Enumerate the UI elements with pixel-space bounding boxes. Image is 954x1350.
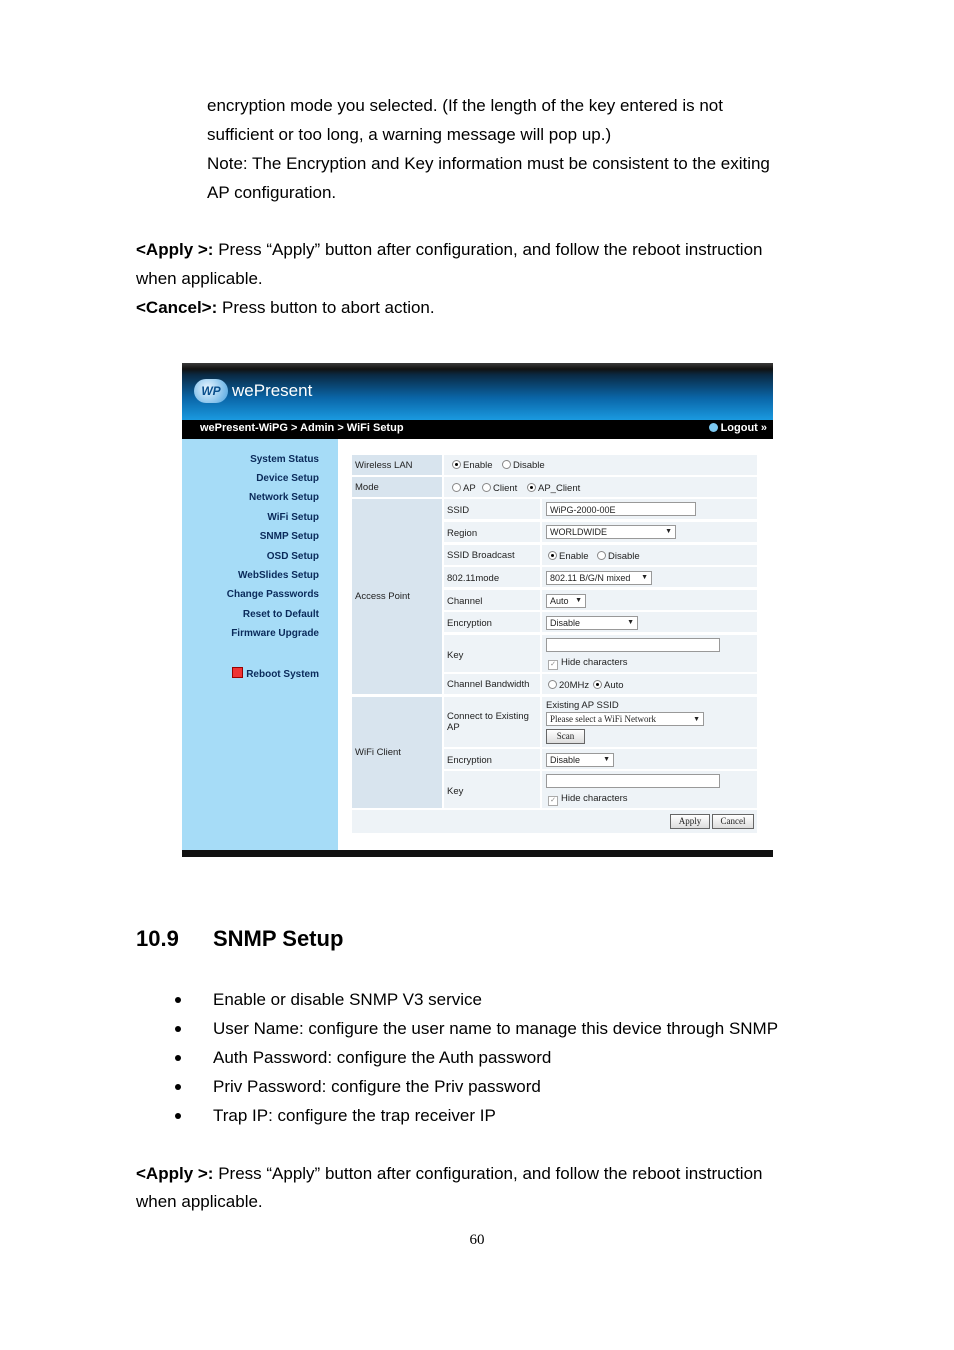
list-item	[136, 1072, 778, 1101]
connect-existing-label-cell	[444, 697, 540, 747]
section-heading	[136, 926, 343, 952]
region-label-cell	[444, 522, 540, 542]
key-input[interactable]	[546, 638, 720, 652]
mode80211-value-cell	[542, 567, 757, 587]
apply-text-2: Press “Apply” button after configuration, and follow the reboot instruction	[213, 1164, 763, 1183]
mode-ap-client-radio[interactable]	[527, 483, 580, 494]
channel-label: Channel	[447, 596, 483, 607]
bullet-icon	[175, 997, 181, 1003]
mode-ap-radio[interactable]	[452, 483, 476, 494]
bandwidth-label-cell	[444, 674, 540, 694]
logout-link[interactable]	[709, 422, 767, 434]
broadcast-enable-radio[interactable]	[548, 551, 589, 562]
sidebar-item-device-setup[interactable]: Device Setup	[256, 473, 319, 484]
wifi-setup-screenshot	[182, 363, 773, 857]
ssid-label-cell	[444, 499, 540, 519]
ssid-broadcast-label: SSID Broadcast	[447, 550, 515, 561]
client-key-label: Key	[447, 786, 464, 797]
bullet-icon	[175, 1113, 181, 1119]
sidebar-item-change-passwords[interactable]: Change Passwords	[226, 589, 319, 600]
checkbox-checked-icon: ✓	[548, 660, 558, 670]
mode80211-select[interactable]	[546, 571, 652, 585]
client-key-label-cell	[444, 771, 540, 808]
cancel-button[interactable]: Cancel	[712, 814, 754, 829]
intro-line-1: encryption mode you selected. (If the length of the key entered is not	[207, 96, 723, 115]
chevron-down-icon: ▼	[627, 619, 634, 626]
checkbox-checked-icon: ✓	[548, 796, 558, 806]
key-value-cell	[542, 635, 757, 672]
sidebar-item-reboot-system[interactable]	[232, 667, 319, 680]
ssid-broadcast-value-cell	[542, 545, 757, 565]
brand-name: wePresent	[232, 381, 313, 400]
cancel-description	[136, 293, 435, 322]
wifi-client-label: WiFi Client	[355, 747, 401, 758]
list-item-text: Enable or disable SNMP V3 service	[213, 990, 482, 1009]
ssid-input[interactable]: WiPG-2000-00E	[546, 502, 696, 516]
apply-description	[136, 235, 763, 264]
list-item-text: User Name: configure the user name to manage this device through SNMP	[213, 1019, 779, 1038]
encryption-select[interactable]	[546, 616, 638, 630]
bullet-icon	[175, 1026, 181, 1032]
radio-unchecked-icon	[597, 551, 606, 560]
client-encryption-label: Encryption	[447, 755, 492, 766]
client-key-input[interactable]	[546, 774, 720, 788]
wireless-lan-label: Wireless LAN	[355, 460, 413, 471]
ssid-broadcast-label-cell	[444, 545, 540, 565]
connect-existing-value-cell	[542, 697, 757, 747]
intro-line-3: Note: The Encryption and Key information must be consistent to the exiting	[207, 154, 770, 173]
existing-ap-ssid-label: Existing AP SSID	[546, 700, 619, 711]
sidebar-item-firmware-upgrade[interactable]: Firmware Upgrade	[231, 628, 319, 639]
reboot-icon	[232, 667, 243, 678]
page-number: 60	[469, 1232, 485, 1248]
sidebar-item-wifi-setup[interactable]: WiFi Setup	[267, 512, 319, 523]
bullet-icon	[175, 1055, 181, 1061]
apply-label-2: <Apply >:	[136, 1164, 214, 1183]
logout-label: Logout »	[720, 422, 767, 434]
mode-label: Mode	[355, 482, 379, 493]
section-number: 10.9	[136, 926, 179, 951]
client-hide-characters-label: Hide characters	[561, 793, 628, 804]
form-actions-row	[352, 810, 757, 833]
list-item-text: Auth Password: configure the Auth password	[213, 1048, 552, 1067]
cancel-label: <Cancel>:	[136, 298, 218, 317]
sidebar-item-snmp-setup[interactable]: SNMP Setup	[259, 531, 319, 542]
radio-unchecked-icon	[548, 680, 557, 689]
client-encryption-value-cell	[542, 749, 757, 769]
apply-label: <Apply >:	[136, 240, 214, 259]
wireless-lan-disable[interactable]	[502, 460, 545, 471]
list-item	[136, 1043, 778, 1072]
snmp-feature-list	[136, 985, 778, 1130]
radio-checked-icon	[452, 460, 461, 469]
radio-unchecked-icon	[452, 483, 461, 492]
mode-client-label: Client	[493, 483, 518, 494]
region-selected-value: WORLDWIDE	[550, 527, 607, 537]
wireless-lan-disable-label: Disable	[513, 460, 545, 471]
mode-ap-label: AP	[463, 483, 476, 494]
apply-text: Press “Apply” button after configuration, and follow the reboot instruction	[213, 240, 763, 259]
chevron-down-icon: ▼	[693, 715, 700, 723]
chevron-down-icon: ▼	[665, 528, 672, 535]
sidebar-item-network-setup[interactable]: Network Setup	[248, 492, 319, 503]
connect-existing-label: Connect to Existing AP	[447, 711, 529, 733]
broadcast-enable-label: Enable	[559, 551, 589, 562]
wireless-lan-value-cell	[444, 455, 757, 475]
wireless-lan-enable-label: Enable	[463, 460, 493, 471]
region-select[interactable]	[546, 525, 676, 539]
client-key-value-cell	[542, 771, 757, 808]
access-point-label: Access Point	[355, 591, 410, 602]
bw-auto-radio[interactable]	[593, 680, 624, 691]
encryption-label: Encryption	[447, 618, 492, 629]
bandwidth-value-cell	[542, 674, 757, 694]
radio-checked-icon	[548, 551, 557, 560]
mode80211-label-cell	[444, 567, 540, 587]
footer-bar	[182, 850, 773, 857]
radio-unchecked-icon	[502, 460, 511, 469]
mode-client-radio[interactable]	[482, 483, 517, 494]
region-value-cell	[542, 522, 757, 542]
radio-checked-icon	[527, 483, 536, 492]
client-encryption-selected-value: Disable	[550, 755, 581, 765]
list-item-text: Priv Password: configure the Priv password	[213, 1077, 541, 1096]
intro-line-2: sufficient or too long, a warning message will pop up.)	[207, 125, 612, 144]
bandwidth-label: Channel Bandwidth	[447, 679, 530, 690]
cancel-text: Press button to abort action.	[217, 298, 435, 317]
mode-value-cell	[444, 477, 757, 497]
nav-bar	[182, 420, 773, 439]
bullet-icon	[175, 1084, 181, 1090]
key-label-cell	[444, 635, 540, 672]
mode80211-label: 802.11mode	[447, 573, 500, 584]
apply-description-cont: when applicable.	[136, 269, 263, 288]
client-encryption-select[interactable]	[546, 753, 614, 767]
list-item	[136, 985, 778, 1014]
section-title: SNMP Setup	[213, 926, 344, 951]
wireless-lan-enable[interactable]	[452, 460, 493, 471]
wifi-setup-form	[338, 439, 773, 850]
mode-label-cell	[352, 477, 442, 497]
wireless-lan-label-cell	[352, 455, 442, 475]
access-point-group-label-cell	[352, 499, 442, 694]
bw-auto-label: Auto	[604, 680, 624, 691]
scan-button[interactable]: Scan	[546, 729, 585, 744]
breadcrumb: wePresent-WiPG > Admin > WiFi Setup	[200, 422, 404, 434]
encryption-value-cell	[542, 612, 757, 632]
apply-button[interactable]: Apply	[670, 814, 710, 829]
list-item	[136, 1014, 778, 1043]
chevron-down-icon: ▼	[641, 574, 648, 581]
bw-20mhz-label: 20MHz	[559, 680, 590, 691]
ssid-value-cell	[542, 499, 757, 519]
radio-checked-icon	[593, 680, 602, 689]
mode-ap-client-label: AP_Client	[538, 483, 581, 494]
list-item	[136, 1101, 778, 1130]
channel-label-cell	[444, 590, 540, 610]
sidebar-item-osd-setup[interactable]: OSD Setup	[266, 551, 319, 562]
wepresent-logo-icon: WP	[194, 379, 228, 403]
wifi-network-selected-value: Please select a WiFi Network	[550, 714, 656, 724]
key-label: Key	[447, 650, 464, 661]
bw-20mhz-radio[interactable]	[548, 680, 589, 691]
broadcast-disable-label: Disable	[608, 551, 640, 562]
channel-select[interactable]	[546, 594, 586, 608]
encryption-selected-value: Disable	[550, 618, 581, 628]
encryption-label-cell	[444, 612, 540, 632]
sidebar-item-system-status[interactable]: System Status	[250, 454, 319, 465]
broadcast-disable-radio[interactable]	[597, 551, 640, 562]
channel-value-cell	[542, 590, 757, 610]
client-encryption-label-cell	[444, 749, 540, 769]
wifi-client-group-label-cell	[352, 697, 442, 808]
chevron-down-icon: ▼	[603, 756, 610, 763]
mode80211-selected-value: 802.11 B/G/N mixed	[550, 573, 631, 583]
apply-description-2-cont: when applicable.	[136, 1192, 263, 1211]
channel-selected-value: Auto	[550, 596, 569, 606]
radio-unchecked-icon	[482, 483, 491, 492]
sidebar-item-webslides-setup[interactable]: WebSlides Setup	[238, 570, 319, 581]
hide-characters-checkbox[interactable]	[548, 657, 628, 670]
sidebar-item-reset-to-default[interactable]: Reset to Default	[242, 609, 319, 620]
header-banner	[182, 363, 773, 420]
chevron-down-icon: ▼	[575, 597, 582, 604]
ssid-label: SSID	[447, 505, 470, 516]
logout-icon	[709, 423, 718, 432]
wifi-network-select[interactable]	[546, 712, 704, 726]
region-label: Region	[447, 528, 478, 539]
intro-line-4: AP configuration.	[207, 183, 337, 202]
apply-description-2	[136, 1159, 763, 1188]
hide-characters-label: Hide characters	[561, 657, 628, 668]
admin-sidebar	[182, 439, 338, 850]
client-hide-characters-checkbox[interactable]	[548, 793, 628, 806]
list-item-text: Trap IP: configure the trap receiver IP	[213, 1106, 496, 1125]
reboot-label: Reboot System	[246, 669, 319, 680]
